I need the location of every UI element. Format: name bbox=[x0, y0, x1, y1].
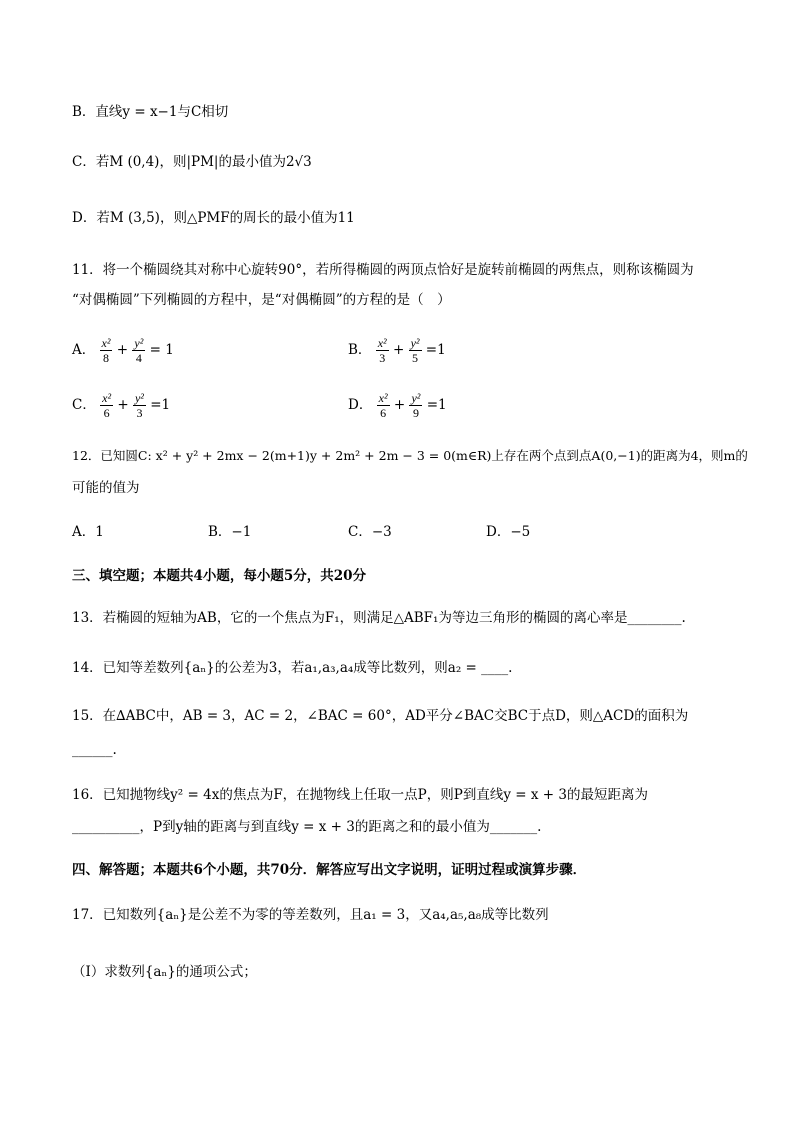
q10-option-c: C．若M (0,4)，则|PM|的最小值为2√3 bbox=[72, 154, 312, 170]
q16-line1: 16．已知抛物线y² = 4x的焦点为F，在抛物线上任取一点P，则P到直线y = x + 3的最短距离为 bbox=[72, 787, 648, 803]
q16-line2: __________，P到y轴的距离与到直线y = x + 3的距离之和的最小值为_______. bbox=[72, 819, 542, 835]
fraction: $\frac{\text{x²}}{8}$ bbox=[101, 336, 111, 365]
q12-option-a: A．1 bbox=[72, 524, 104, 540]
q11-option-a: A． $\frac{\text{x²}}{8}$ + $\frac{\text{y²}}{4}$ = 1 bbox=[72, 336, 174, 365]
fraction: $\frac{\text{x²}}{6}$ bbox=[102, 391, 112, 420]
q11-stem-line2: “对偶椭圆”下列椭圆的方程中，是“对偶椭圆”的方程的是（ ） bbox=[72, 292, 451, 308]
fraction: $\frac{\text{y²}}{3}$ bbox=[134, 391, 144, 420]
q11-option-b: B． $\frac{\text{x²}}{3}$ + $\frac{\text{y²}}{5}$ =1 bbox=[348, 336, 446, 365]
q11-option-d: D． $\frac{\text{x²}}{6}$ + $\frac{\text{y²}}{9}$ =1 bbox=[348, 391, 447, 420]
fraction: $\frac{\text{x²}}{3}$ bbox=[377, 336, 387, 365]
q10-option-d: D．若M (3,5)，则△PMF的周长的最小值为11 bbox=[72, 210, 355, 226]
q11-stem-line1: 11．将一个椭圆绕其对称中心旋转90°，若所得椭圆的两顶点恰好是旋转前椭圆的两焦点，则称该椭圆为 bbox=[72, 262, 694, 278]
q12-stem-line1: 12．已知圆C: x² + y² + 2mx − 2(m+1)y + 2m² + 2m − 3 = 0(m∈R)上存在两个点到点A(0,−1)的距离为4，则m的 bbox=[72, 448, 748, 463]
q10-option-b: B．直线y = x−1与C相切 bbox=[72, 104, 229, 120]
q12-stem-line2: 可能的值为 bbox=[72, 480, 140, 496]
q14-text: 14．已知等差数列{aₙ}的公差为3，若a₁,a₃,a₄成等比数列，则a₂ = ____. bbox=[72, 660, 513, 676]
section-heading-answers: 四、解答题；本题共6个小题，共70分．解答应写出文字说明，证明过程或演算步骤． bbox=[72, 862, 587, 878]
q17-part1: （I）求数列{aₙ}的通项公式； bbox=[72, 964, 257, 980]
q17-stem: 17．已知数列{aₙ}是公差不为零的等差数列，且a₁ = 3，又a₄,a₅,a₈成等比数列 bbox=[72, 907, 549, 923]
section-heading-fill-in: 三、填空题；本题共4小题，每小题5分，共20分 bbox=[72, 568, 367, 584]
fraction: $\frac{\text{x²}}{6}$ bbox=[378, 391, 388, 420]
q11-option-c: C． $\frac{\text{x²}}{6}$ + $\frac{\text{y²}}{3}$ =1 bbox=[72, 391, 171, 420]
fraction: $\frac{\text{y²}}{9}$ bbox=[411, 391, 421, 420]
q12-option-b: B．−1 bbox=[208, 524, 252, 540]
fraction: $\frac{\text{y²}}{5}$ bbox=[410, 336, 420, 365]
q13-text: 13．若椭圆的短轴为AB，它的一个焦点为F₁，则满足△ABF₁为等边三角形的椭圆的离心率是________. bbox=[72, 610, 686, 626]
option-label: A． bbox=[72, 342, 96, 358]
q12-option-d: D．−5 bbox=[486, 524, 531, 540]
q15-line1: 15．在∆ABC中，AB = 3，AC = 2，∠BAC = 60°，AD平分∠BAC交BC于点D，则△ACD的面积为 bbox=[72, 708, 689, 724]
fraction: $\frac{\text{y²}}{4}$ bbox=[134, 336, 144, 365]
q15-line2: ______. bbox=[72, 742, 117, 758]
q12-option-c: C．−3 bbox=[348, 524, 392, 540]
